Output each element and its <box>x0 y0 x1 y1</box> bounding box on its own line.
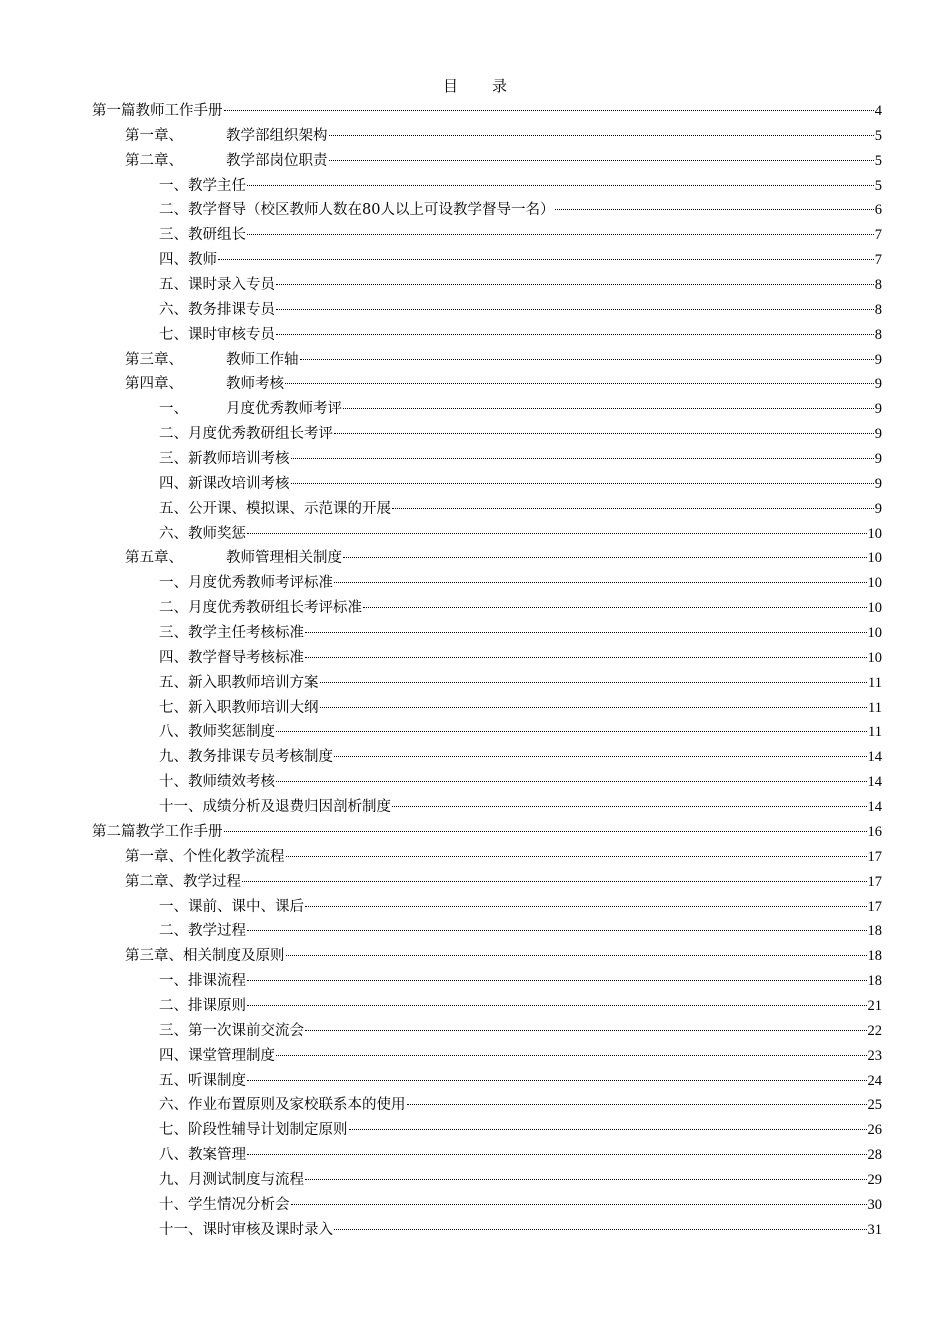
toc-entry-page-number: 9 <box>874 500 882 517</box>
toc-entry-page-number: 11 <box>868 699 882 716</box>
toc-entry[interactable] <box>92 795 882 820</box>
toc-entry-number: 七、 <box>159 1122 188 1139</box>
toc-dot-leader <box>334 756 867 757</box>
toc-dot-leader <box>320 707 868 708</box>
toc-entry-number: 八、 <box>159 724 188 741</box>
toc-entry-title: 月度优秀教师考评标准 <box>188 575 333 592</box>
toc-entry-title: 新入职教师培训方案 <box>188 674 319 691</box>
toc-dot-leader <box>334 1229 867 1230</box>
toc-entry[interactable] <box>92 522 882 547</box>
toc-entry-page-number: 8 <box>874 326 882 343</box>
toc-entry[interactable] <box>92 646 882 671</box>
toc-entry-title: 课前、课中、课后 <box>188 898 304 915</box>
toc-entry[interactable] <box>92 671 882 696</box>
toc-entry-page-number: 5 <box>874 152 882 169</box>
toc-entry-page-number: 9 <box>874 426 882 443</box>
toc-entry-page-number: 10 <box>867 550 882 567</box>
toc-entry-page-number: 9 <box>874 401 882 418</box>
toc-entry-number: 第二章、 <box>125 152 183 169</box>
toc-entry-page-number: 25 <box>867 1097 882 1114</box>
toc-entry-page-number: 9 <box>874 475 882 492</box>
toc-entry-title: 月测试制度与流程 <box>188 1171 304 1188</box>
toc-entry-title: 教学过程 <box>188 923 246 940</box>
toc-entry-number: 六、 <box>159 301 188 318</box>
toc-entry-title: 月度优秀教研组长考评标准 <box>188 600 362 617</box>
toc-heading-part2: 录 <box>492 77 508 95</box>
toc-entry-label <box>159 174 246 199</box>
toc-entry[interactable] <box>92 546 882 571</box>
toc-dot-leader <box>247 533 867 534</box>
toc-dot-leader <box>247 980 867 981</box>
toc-entry-number: 六、 <box>159 1097 188 1114</box>
toc-entry-label <box>159 621 304 646</box>
toc-dot-leader <box>276 1055 867 1056</box>
toc-entry-page-number: 14 <box>867 749 882 766</box>
toc-entry-title: 新课改培训考核 <box>188 475 290 492</box>
toc-entry[interactable] <box>92 323 882 348</box>
toc-entry-label <box>125 845 285 870</box>
toc-entry-label <box>159 522 246 547</box>
toc-entry-label <box>159 298 275 323</box>
toc-entry-title: 新入职教师培训大纲 <box>188 699 319 716</box>
toc-entry-number: 五、 <box>159 500 188 517</box>
toc-entry-number: 三、 <box>159 1022 188 1039</box>
toc-entry-label <box>159 472 290 497</box>
toc-entry-label <box>125 372 284 397</box>
toc-entry-page-number: 10 <box>867 525 882 542</box>
toc-entry[interactable] <box>92 99 882 124</box>
toc-entry-number: 五、 <box>159 277 188 294</box>
toc-entry[interactable] <box>92 596 882 621</box>
toc-entry-page-number: 7 <box>874 227 882 244</box>
toc-entry[interactable] <box>92 745 882 770</box>
toc-entry[interactable] <box>92 770 882 795</box>
toc-entry-page-number: 9 <box>874 451 882 468</box>
toc-entry-page-number: 17 <box>867 873 882 890</box>
toc-entry-page-number: 30 <box>867 1196 882 1213</box>
toc-entry-number: 十、 <box>159 774 188 791</box>
toc-dot-leader <box>276 309 874 310</box>
toc-entry-page-number: 21 <box>867 997 882 1014</box>
toc-entry[interactable] <box>92 223 882 248</box>
toc-entry-title: 教务排课专员考核制度 <box>188 749 333 766</box>
toc-entry[interactable] <box>92 1168 882 1193</box>
toc-entry[interactable] <box>92 1218 882 1243</box>
toc-dot-leader <box>392 806 867 807</box>
toc-dot-leader <box>291 458 874 459</box>
toc-dot-leader <box>276 334 874 335</box>
toc-entry-number: 五、 <box>159 1072 188 1089</box>
toc-entry-number: 九、 <box>159 749 188 766</box>
toc-entry-title: 教学过程 <box>183 873 241 890</box>
toc-entry-title: 学生情况分析会 <box>188 1196 290 1213</box>
toc-dot-leader <box>286 955 867 956</box>
toc-entry-number: 九、 <box>159 1171 188 1188</box>
toc-entry-number: 二、 <box>159 600 188 617</box>
toc-entry-page-number: 23 <box>867 1047 882 1064</box>
toc-entry[interactable] <box>92 895 882 920</box>
toc-entry-page-number: 4 <box>874 103 882 119</box>
toc-entry-page-number: 31 <box>867 1221 882 1238</box>
toc-entry-number: 二、 <box>159 426 188 443</box>
toc-entry-page-number: 10 <box>867 649 882 666</box>
toc-entry-label <box>159 1143 246 1168</box>
toc-dot-leader <box>291 1204 867 1205</box>
toc-entry-label <box>159 770 275 795</box>
toc-entry-page-number: 11 <box>868 674 882 691</box>
toc-entry-page-number: 8 <box>874 277 882 294</box>
toc-entry-title: 课堂管理制度 <box>188 1047 275 1064</box>
toc-entry-page-number: 14 <box>867 774 882 791</box>
toc-dot-leader <box>305 632 867 633</box>
toc-entry[interactable] <box>92 720 882 745</box>
toc-entry-title: 排课流程 <box>188 973 246 990</box>
toc-entry-label <box>92 820 223 845</box>
toc-entry-label <box>159 596 362 621</box>
toc-entry-title: 新教师培训考核 <box>188 451 290 468</box>
toc-entry-number: 一、 <box>159 575 188 592</box>
toc-dot-leader <box>276 284 874 285</box>
toc-entry[interactable] <box>92 1019 882 1044</box>
toc-entry-page-number: 7 <box>874 252 882 269</box>
toc-dot-leader <box>286 856 867 857</box>
toc-entry-label <box>159 1044 275 1069</box>
toc-entry-page-number: 17 <box>867 898 882 915</box>
toc-entry-label <box>159 895 304 920</box>
toc-entry-title: 教师管理相关制度 <box>226 550 342 567</box>
toc-dot-leader <box>247 234 874 235</box>
toc-entry-title: 教师工作手册 <box>135 103 223 119</box>
toc-entry[interactable] <box>92 1143 882 1168</box>
toc-entry[interactable] <box>92 497 882 522</box>
toc-entry-label <box>159 795 391 820</box>
toc-entry-label <box>159 273 275 298</box>
toc-entry-page-number: 10 <box>867 600 882 617</box>
toc-entry-number: 第一章、 <box>125 848 183 865</box>
toc-entry-title: 教师考核 <box>226 376 284 393</box>
toc-entry-title: 个性化教学流程 <box>183 848 285 865</box>
toc-entry-title: 教学督导考核标准 <box>188 649 304 666</box>
toc-entry-number: 一、 <box>159 177 188 194</box>
toc-entry-page-number: 26 <box>867 1122 882 1139</box>
toc-entry-label <box>159 745 333 770</box>
toc-entry-page-number: 6 <box>874 202 882 219</box>
toc-entry-label <box>159 323 275 348</box>
toc-entry-title: 公开课、模拟课、示范课的开展 <box>188 500 391 517</box>
toc-entry-label <box>159 447 290 472</box>
toc-entry[interactable] <box>92 994 882 1019</box>
toc-entry-title: 教学主任考核标准 <box>188 625 304 642</box>
toc-entry-number: 二、 <box>159 997 188 1014</box>
toc-entry-number: 第二篇 <box>92 823 136 840</box>
toc-entry-label <box>159 223 246 248</box>
toc-dot-leader <box>349 1129 867 1130</box>
toc-entry[interactable] <box>92 248 882 273</box>
toc-entry-label <box>159 919 246 944</box>
toc-entry-label <box>159 671 319 696</box>
toc-entry-number: 七、 <box>159 326 188 343</box>
toc-dot-leader <box>300 359 874 360</box>
toc-entry-page-number: 18 <box>867 923 882 940</box>
toc-entry[interactable] <box>92 919 882 944</box>
toc-entry[interactable] <box>92 174 882 199</box>
toc-entry-label <box>159 646 304 671</box>
toc-entry-number: 第三章、 <box>125 351 183 368</box>
toc-entry[interactable] <box>92 447 882 472</box>
toc-entry-page-number: 22 <box>867 1022 882 1039</box>
toc-entry[interactable] <box>92 273 882 298</box>
toc-entry-number: 一、 <box>159 973 188 990</box>
toc-entry[interactable] <box>92 696 882 721</box>
toc-dot-leader <box>247 1154 867 1155</box>
toc-entry-number: 第一篇 <box>92 103 136 119</box>
toc-entry[interactable] <box>92 1069 882 1094</box>
toc-dot-leader <box>305 906 867 907</box>
toc-dot-leader <box>363 607 867 608</box>
toc-dot-leader <box>334 582 867 583</box>
toc-entry-label <box>159 422 333 447</box>
toc-dot-leader <box>218 259 874 260</box>
toc-dot-leader <box>247 1005 867 1006</box>
toc-entry-number: 二、 <box>159 202 188 219</box>
toc-entry-label <box>125 124 328 149</box>
toc-entry[interactable] <box>92 198 882 223</box>
toc-entry[interactable] <box>92 372 882 397</box>
toc-entry[interactable] <box>92 845 882 870</box>
toc-entry-label <box>125 149 328 174</box>
toc-entry-number: 十一、 <box>159 799 203 816</box>
toc-dot-leader <box>305 1179 867 1180</box>
toc-entry-page-number: 18 <box>867 948 882 965</box>
toc-entry-title: 第一次课前交流会 <box>188 1022 304 1039</box>
toc-entry-number: 第二章、 <box>125 873 183 890</box>
toc-entry-number: 七、 <box>159 699 188 716</box>
toc-entry-title: 听课制度 <box>188 1072 246 1089</box>
toc-entry-page-number: 11 <box>868 724 882 741</box>
toc-entry-page-number: 10 <box>867 625 882 642</box>
toc-entry-label <box>159 1093 406 1118</box>
toc-entry[interactable] <box>92 944 882 969</box>
toc-entry-label <box>159 1019 304 1044</box>
toc-dot-leader <box>247 930 867 931</box>
toc-dot-leader <box>555 209 873 210</box>
toc-dot-leader <box>407 1104 867 1105</box>
toc-dot-leader <box>320 682 868 683</box>
toc-dot-leader <box>242 881 867 882</box>
toc-entry-title: 教学主任 <box>188 177 246 194</box>
toc-heading-part1: 目 <box>442 77 458 95</box>
toc-dot-leader <box>305 657 867 658</box>
toc-entry-number: 五、 <box>159 674 188 691</box>
toc-entry-title: 阶段性辅导计划制定原则 <box>188 1122 348 1139</box>
toc-dot-leader <box>392 508 874 509</box>
toc-entry-title: 教研组长 <box>188 227 246 244</box>
toc-entry-number: 四、 <box>159 252 188 269</box>
toc-entry-title: 教案管理 <box>188 1147 246 1164</box>
toc-entry-number: 一、 <box>159 401 188 418</box>
toc-entry-number: 三、 <box>159 625 188 642</box>
toc-entry-number: 一、 <box>159 898 188 915</box>
toc-entry-title: 成绩分析及退费归因剖析制度 <box>202 799 391 816</box>
toc-entry-number: 十、 <box>159 1196 188 1213</box>
toc-dot-leader <box>276 781 867 782</box>
toc-entry-number: 十一、 <box>159 1221 203 1238</box>
toc-entry-page-number: 10 <box>867 575 882 592</box>
toc-entry[interactable] <box>92 348 882 373</box>
toc-entry-number: 四、 <box>159 1047 188 1064</box>
toc-entry-title: 教师奖惩 <box>188 525 246 542</box>
toc-dot-leader <box>334 433 874 434</box>
toc-entry-number: 第三章、 <box>125 948 183 965</box>
toc-entry-label <box>159 720 275 745</box>
table-of-contents <box>92 99 882 1243</box>
toc-dot-leader <box>285 383 874 384</box>
toc-entry-label <box>159 969 246 994</box>
toc-entry-title: 教学部组织架构 <box>226 127 328 144</box>
toc-entry-number: 八、 <box>159 1147 188 1164</box>
toc-entry-title: 课时审核专员 <box>188 326 275 343</box>
toc-entry-page-number: 5 <box>874 127 882 144</box>
toc-entry[interactable] <box>92 1093 882 1118</box>
toc-entry-label <box>159 1118 348 1143</box>
toc-entry-title: 月度优秀教师考评 <box>226 401 342 418</box>
toc-dot-leader <box>329 160 874 161</box>
toc-entry-title: 教师 <box>188 252 217 269</box>
toc-entry-label <box>159 248 217 273</box>
toc-entry-label <box>125 546 342 571</box>
toc-dot-leader <box>343 557 867 558</box>
toc-entry-page-number: 9 <box>874 376 882 393</box>
toc-entry-title: 教学督导（校区教师人数在80人以上可设教学督导一名） <box>188 202 555 219</box>
toc-entry-label <box>159 1069 246 1094</box>
toc-entry-page-number: 5 <box>874 177 882 194</box>
toc-entry[interactable] <box>92 969 882 994</box>
toc-entry[interactable] <box>92 298 882 323</box>
toc-entry-page-number: 29 <box>867 1171 882 1188</box>
toc-entry-label <box>125 944 285 969</box>
toc-entry-label <box>159 497 391 522</box>
toc-entry[interactable] <box>92 621 882 646</box>
toc-dot-leader <box>291 483 874 484</box>
toc-dot-leader <box>224 110 874 111</box>
toc-entry[interactable] <box>92 397 882 422</box>
toc-entry-label <box>159 397 342 422</box>
toc-entry-title: 教务排课专员 <box>188 301 275 318</box>
toc-entry-label <box>159 696 319 721</box>
toc-entry-number: 第四章、 <box>125 376 183 393</box>
toc-entry-number: 第一章、 <box>125 127 183 144</box>
toc-dot-leader <box>247 1080 867 1081</box>
toc-entry[interactable] <box>92 149 882 174</box>
toc-entry[interactable] <box>92 1193 882 1218</box>
toc-dot-leader <box>305 1030 867 1031</box>
toc-entry-label <box>92 99 223 124</box>
toc-entry-label <box>125 870 241 895</box>
toc-heading <box>0 74 950 98</box>
toc-entry-title: 课时审核及课时录入 <box>202 1221 333 1238</box>
toc-entry[interactable] <box>92 1118 882 1143</box>
toc-dot-leader <box>224 831 867 832</box>
toc-entry-page-number: 9 <box>874 351 882 368</box>
toc-entry-title: 教师绩效考核 <box>188 774 275 791</box>
toc-entry-page-number: 14 <box>867 799 882 816</box>
toc-entry-label <box>159 994 246 1019</box>
toc-entry[interactable] <box>92 870 882 895</box>
toc-entry-page-number: 18 <box>867 973 882 990</box>
toc-dot-leader <box>247 185 874 186</box>
toc-entry-label <box>159 1193 290 1218</box>
toc-entry-title: 教师奖惩制度 <box>188 724 275 741</box>
toc-dot-leader <box>276 731 867 732</box>
toc-entry[interactable] <box>92 472 882 497</box>
toc-entry-title: 课时录入专员 <box>188 277 275 294</box>
toc-entry-title: 教学工作手册 <box>135 823 223 840</box>
toc-entry-number: 第五章、 <box>125 550 183 567</box>
toc-entry-title: 教师工作轴 <box>226 351 299 368</box>
toc-entry-number: 二、 <box>159 923 188 940</box>
toc-entry-page-number: 17 <box>867 848 882 865</box>
toc-entry-number: 六、 <box>159 525 188 542</box>
toc-entry[interactable] <box>92 1044 882 1069</box>
toc-entry-number: 四、 <box>159 649 188 666</box>
toc-entry-title: 相关制度及原则 <box>183 948 285 965</box>
toc-entry-label <box>125 348 299 373</box>
toc-entry[interactable] <box>92 820 882 845</box>
toc-entry-title: 排课原则 <box>188 997 246 1014</box>
toc-entry-number: 四、 <box>159 475 188 492</box>
toc-entry-label <box>159 1218 333 1243</box>
toc-entry[interactable] <box>92 124 882 149</box>
toc-dot-leader <box>343 408 874 409</box>
toc-entry-label <box>159 571 333 596</box>
toc-entry-number: 三、 <box>159 227 188 244</box>
toc-entry-page-number: 16 <box>867 823 882 840</box>
toc-dot-leader <box>329 135 874 136</box>
toc-entry-label <box>159 1168 304 1193</box>
toc-entry-page-number: 24 <box>867 1072 882 1089</box>
toc-entry[interactable] <box>92 422 882 447</box>
toc-entry-title: 作业布置原则及家校联系本的使用 <box>188 1097 406 1114</box>
toc-entry[interactable] <box>92 571 882 596</box>
toc-entry-label <box>159 198 554 223</box>
toc-entry-title: 月度优秀教研组长考评 <box>188 426 333 443</box>
toc-entry-title: 教学部岗位职责 <box>226 152 328 169</box>
toc-entry-number: 三、 <box>159 451 188 468</box>
toc-entry-page-number: 8 <box>874 301 882 318</box>
toc-entry-page-number: 28 <box>867 1147 882 1164</box>
